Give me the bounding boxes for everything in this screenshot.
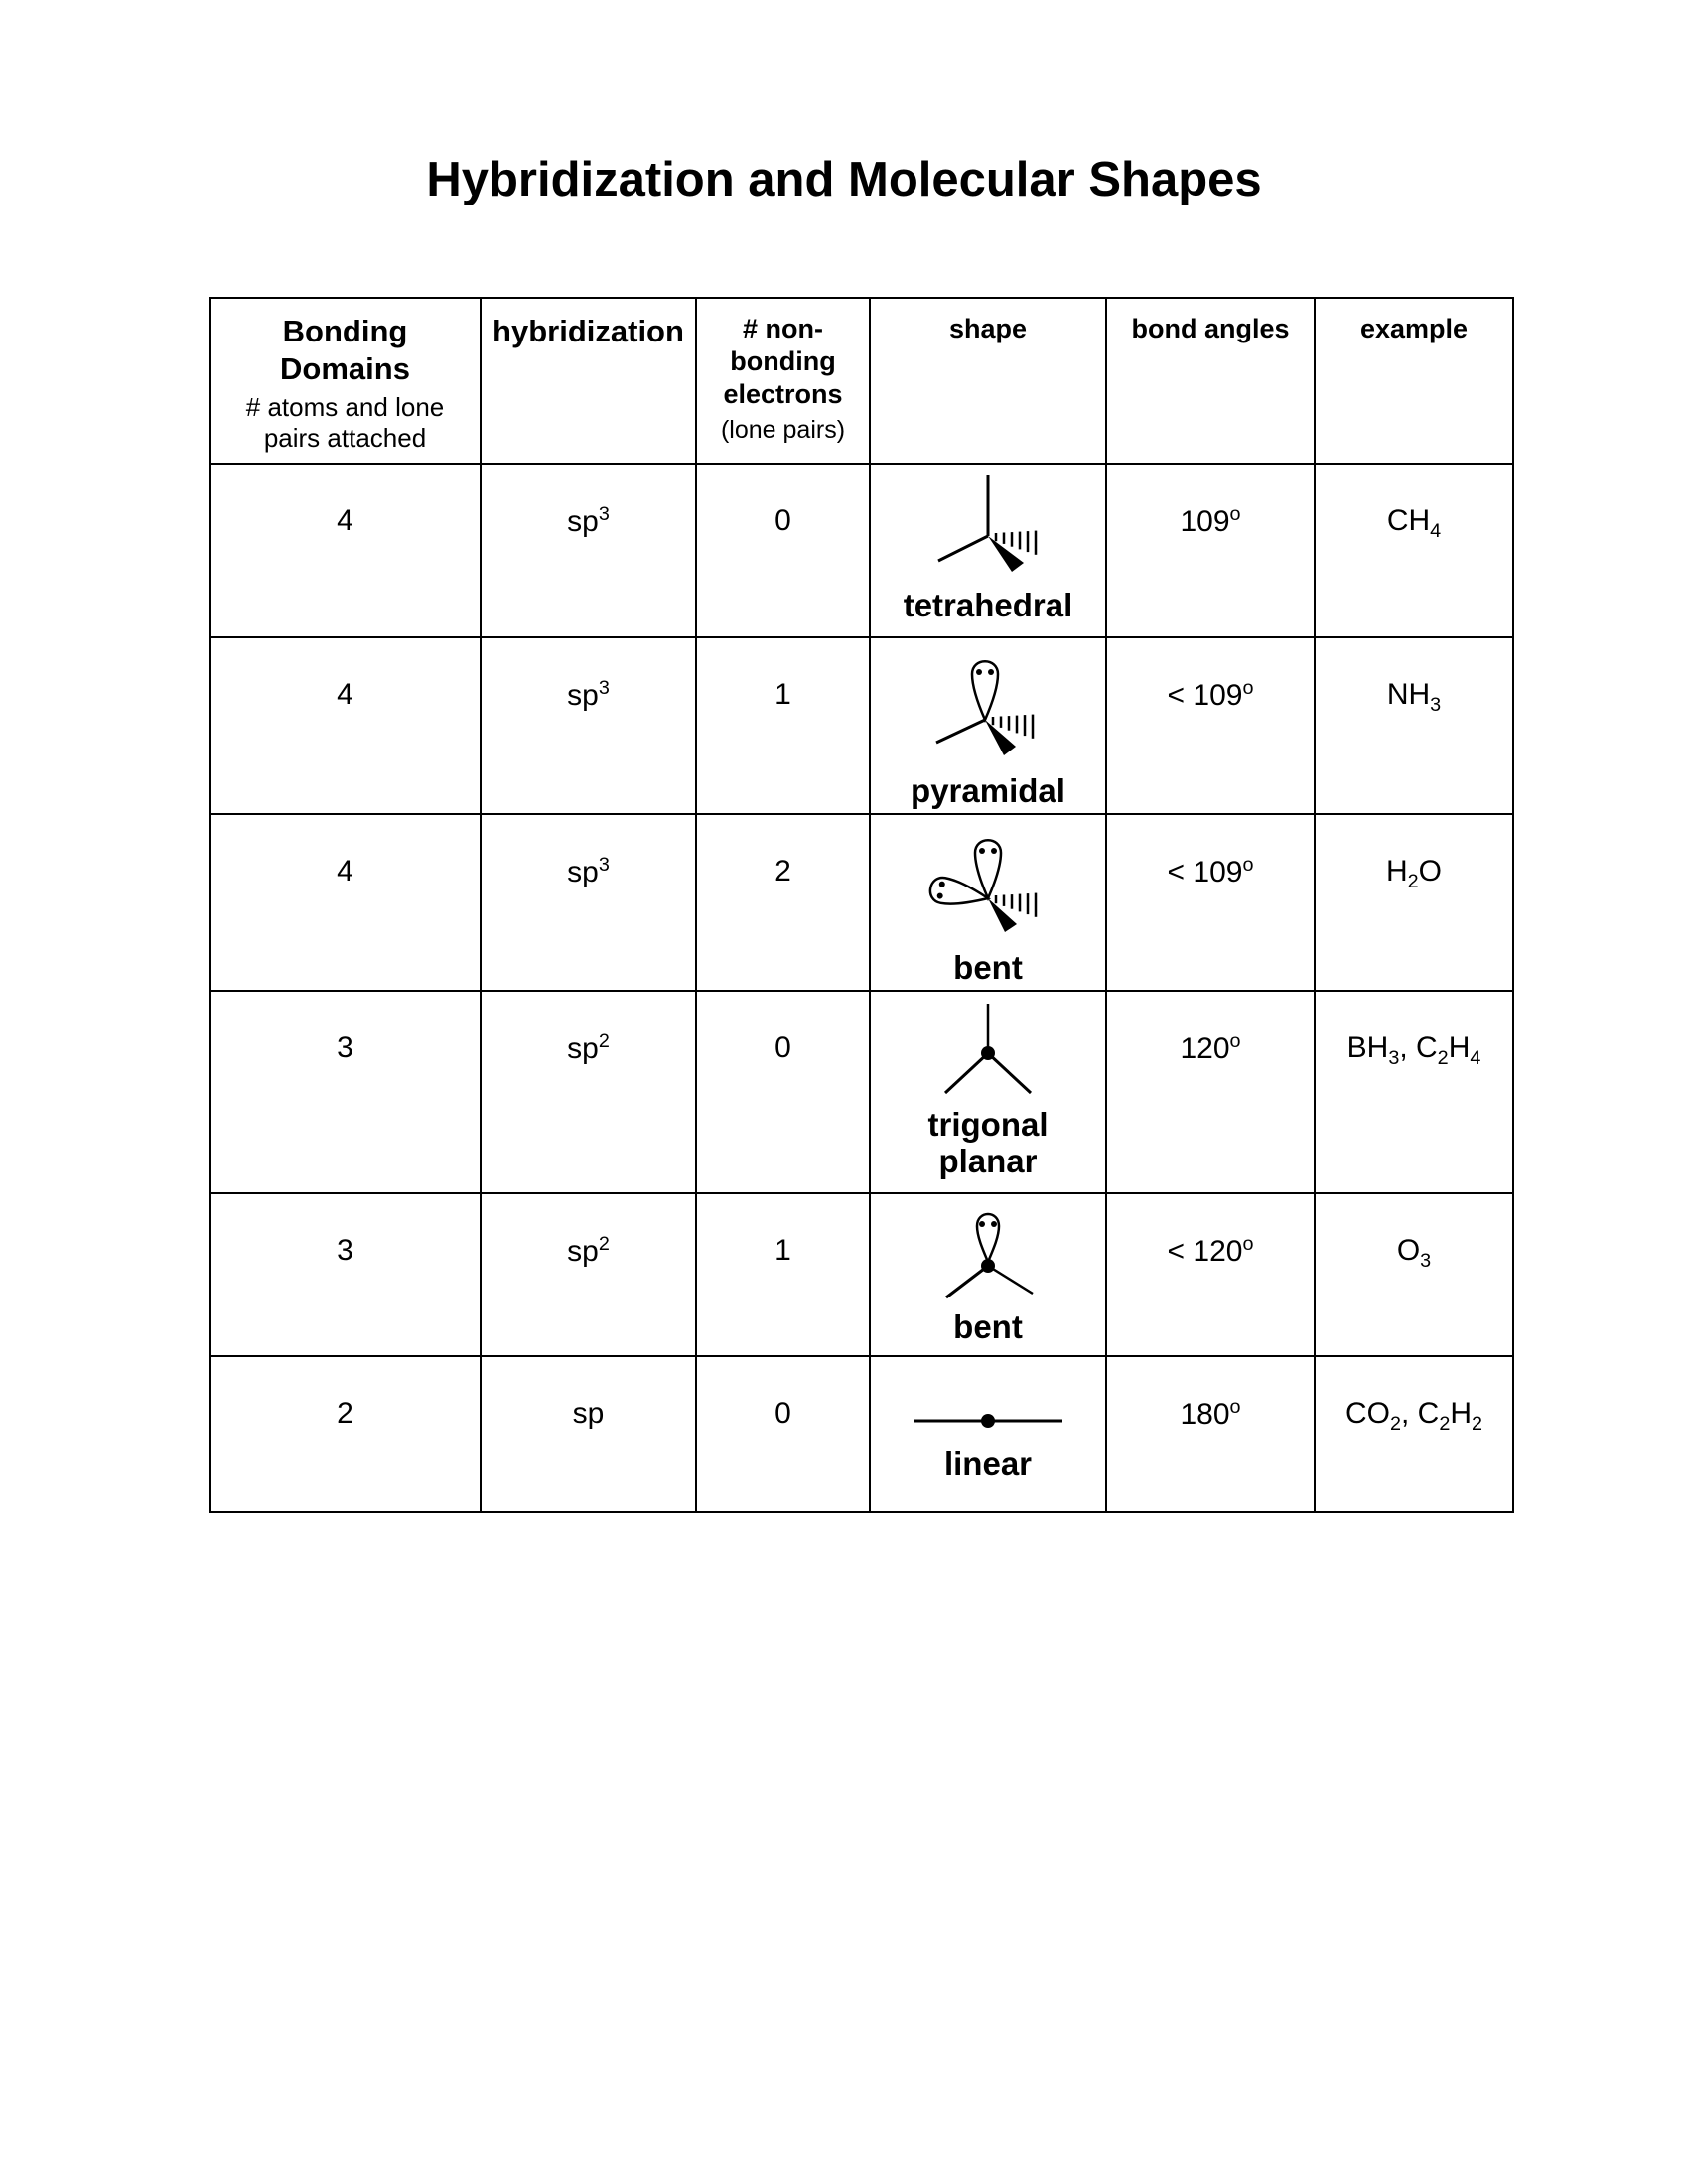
- lone-pairs-cell: [696, 637, 870, 814]
- header-text: shape: [948, 314, 1028, 343]
- bonding-domains-value: 4: [337, 504, 353, 537]
- shape-label: trigonal planar: [927, 1106, 1049, 1179]
- hybridization-value: $sp^3$: [567, 503, 610, 538]
- lone-pairs-value: 0: [774, 1397, 791, 1430]
- shape-label: pyramidal: [911, 772, 1065, 809]
- shape-label: linear: [943, 1445, 1033, 1482]
- bonding-domains-value: 4: [337, 678, 353, 711]
- header-text: hybridization: [492, 314, 684, 348]
- example-cell: [1315, 1193, 1513, 1356]
- tetrahedral-diagram: [889, 469, 1087, 588]
- hybridization-cell: [481, 991, 696, 1193]
- trigonal-planar-diagram: [889, 996, 1087, 1107]
- example-cell: [1315, 991, 1513, 1193]
- shape-cell: [870, 637, 1106, 814]
- bond-angle-cell: [1106, 814, 1315, 991]
- header-bonding-domains: [210, 298, 481, 464]
- example-value: $BH_3$, $C_2H_4$: [1346, 1031, 1481, 1069]
- table-row: [210, 991, 1513, 1193]
- shape-cell: [870, 814, 1106, 991]
- lone-pairs-value: 0: [774, 1031, 791, 1064]
- lone-pairs-cell: [696, 1356, 870, 1512]
- example-value: $CO_2$, $C_2H_2$: [1344, 1397, 1483, 1434]
- lone-pairs-cell: [696, 464, 870, 637]
- hybridization-value: sp: [572, 1397, 605, 1430]
- pyramidal-diagram: [889, 642, 1087, 773]
- header-shape: [870, 298, 1106, 464]
- header-example: [1315, 298, 1513, 464]
- bond-angle-value: 120$^o$: [1180, 1030, 1241, 1065]
- header-text: electrons: [723, 378, 843, 409]
- example-cell: [1315, 1356, 1513, 1512]
- hybridization-value: $sp^3$: [567, 854, 610, 888]
- bond-angle-cell: [1106, 464, 1315, 637]
- example-value: $O_3$: [1396, 1234, 1432, 1272]
- header-text: Bonding: [282, 314, 408, 348]
- header-hybridization: [481, 298, 696, 464]
- hybridization-value: $sp^2$: [567, 1233, 610, 1268]
- bond-angle-cell: [1106, 1356, 1315, 1512]
- header-row: [210, 298, 1513, 464]
- bond-angle-cell: [1106, 1193, 1315, 1356]
- hybridization-cell: [481, 814, 696, 991]
- bent-one-lone-pair-diagram: [889, 1198, 1087, 1309]
- header-bond-angles: [1106, 298, 1315, 464]
- hybridization-cell: [481, 1356, 696, 1512]
- bonding-domains-value: 4: [337, 855, 353, 887]
- linear-diagram: [889, 1395, 1087, 1446]
- shape-cell: [870, 991, 1106, 1193]
- header-subtext: pairs attached: [263, 423, 427, 454]
- hybridization-cell: [481, 464, 696, 637]
- bonding-domains-cell: [210, 464, 481, 637]
- table-row: [210, 1193, 1513, 1356]
- table-row: [210, 1356, 1513, 1512]
- example-cell: [1315, 464, 1513, 637]
- example-cell: [1315, 637, 1513, 814]
- lone-pairs-cell: [696, 991, 870, 1193]
- lone-pairs-cell: [696, 814, 870, 991]
- table-row: [210, 464, 1513, 637]
- header-text: example: [1359, 314, 1469, 343]
- table-row: [210, 637, 1513, 814]
- bonding-domains-cell: [210, 1193, 481, 1356]
- bonding-domains-value: 3: [337, 1031, 353, 1064]
- shape-label: bent: [953, 1308, 1023, 1345]
- bonding-domains-cell: [210, 1356, 481, 1512]
- lone-pairs-value: 2: [774, 855, 791, 887]
- bond-angle-value: < $109^o$: [1167, 854, 1254, 888]
- shape-cell: [870, 464, 1106, 637]
- lone-pairs-value: 0: [774, 504, 791, 537]
- bond-angle-value: < $109^o$: [1167, 677, 1254, 712]
- hybridization-value: $sp^3$: [567, 677, 610, 712]
- header-subtext: (lone pairs): [720, 415, 846, 444]
- example-cell: [1315, 814, 1513, 991]
- table-row: [210, 814, 1513, 991]
- bond-angle-value: < $120^o$: [1167, 1233, 1254, 1268]
- header-text: # non-: [743, 314, 823, 343]
- hybridization-cell: [481, 637, 696, 814]
- example-value: $CH_4$: [1386, 504, 1442, 542]
- bent-two-lone-pairs-diagram: [889, 819, 1087, 950]
- bonding-domains-cell: [210, 637, 481, 814]
- header-subtext: # atoms and lone: [245, 391, 445, 422]
- bonding-domains-cell: [210, 814, 481, 991]
- header-text: Domains: [280, 350, 410, 386]
- hybridization-value: $sp^2$: [567, 1030, 610, 1065]
- bond-angle-value: 109$^o$: [1180, 503, 1241, 538]
- hybridization-cell: [481, 1193, 696, 1356]
- shape-cell: [870, 1356, 1106, 1512]
- example-value: $NH_3$: [1386, 678, 1442, 716]
- shape-label: bent: [953, 949, 1023, 986]
- hybridization-table: [209, 297, 1514, 1513]
- bond-angle-cell: [1106, 637, 1315, 814]
- lone-pairs-value: 1: [774, 1234, 791, 1267]
- bonding-domains-value: 3: [337, 1234, 353, 1267]
- shape-label: tetrahedral: [903, 587, 1073, 623]
- lone-pairs-cell: [696, 1193, 870, 1356]
- page-title: Hybridization and Molecular Shapes: [426, 153, 1262, 206]
- bond-angle-value: 180$^o$: [1180, 1396, 1241, 1431]
- bonding-domains-cell: [210, 991, 481, 1193]
- header-nonbonding-electrons: [696, 298, 870, 464]
- bond-angle-cell: [1106, 991, 1315, 1193]
- header-text: bonding: [730, 345, 836, 376]
- header-text: bond angles: [1131, 314, 1290, 343]
- example-value: $H_2O$: [1385, 855, 1443, 892]
- shape-cell: [870, 1193, 1106, 1356]
- lone-pairs-value: 1: [774, 678, 791, 711]
- bonding-domains-value: 2: [337, 1397, 353, 1430]
